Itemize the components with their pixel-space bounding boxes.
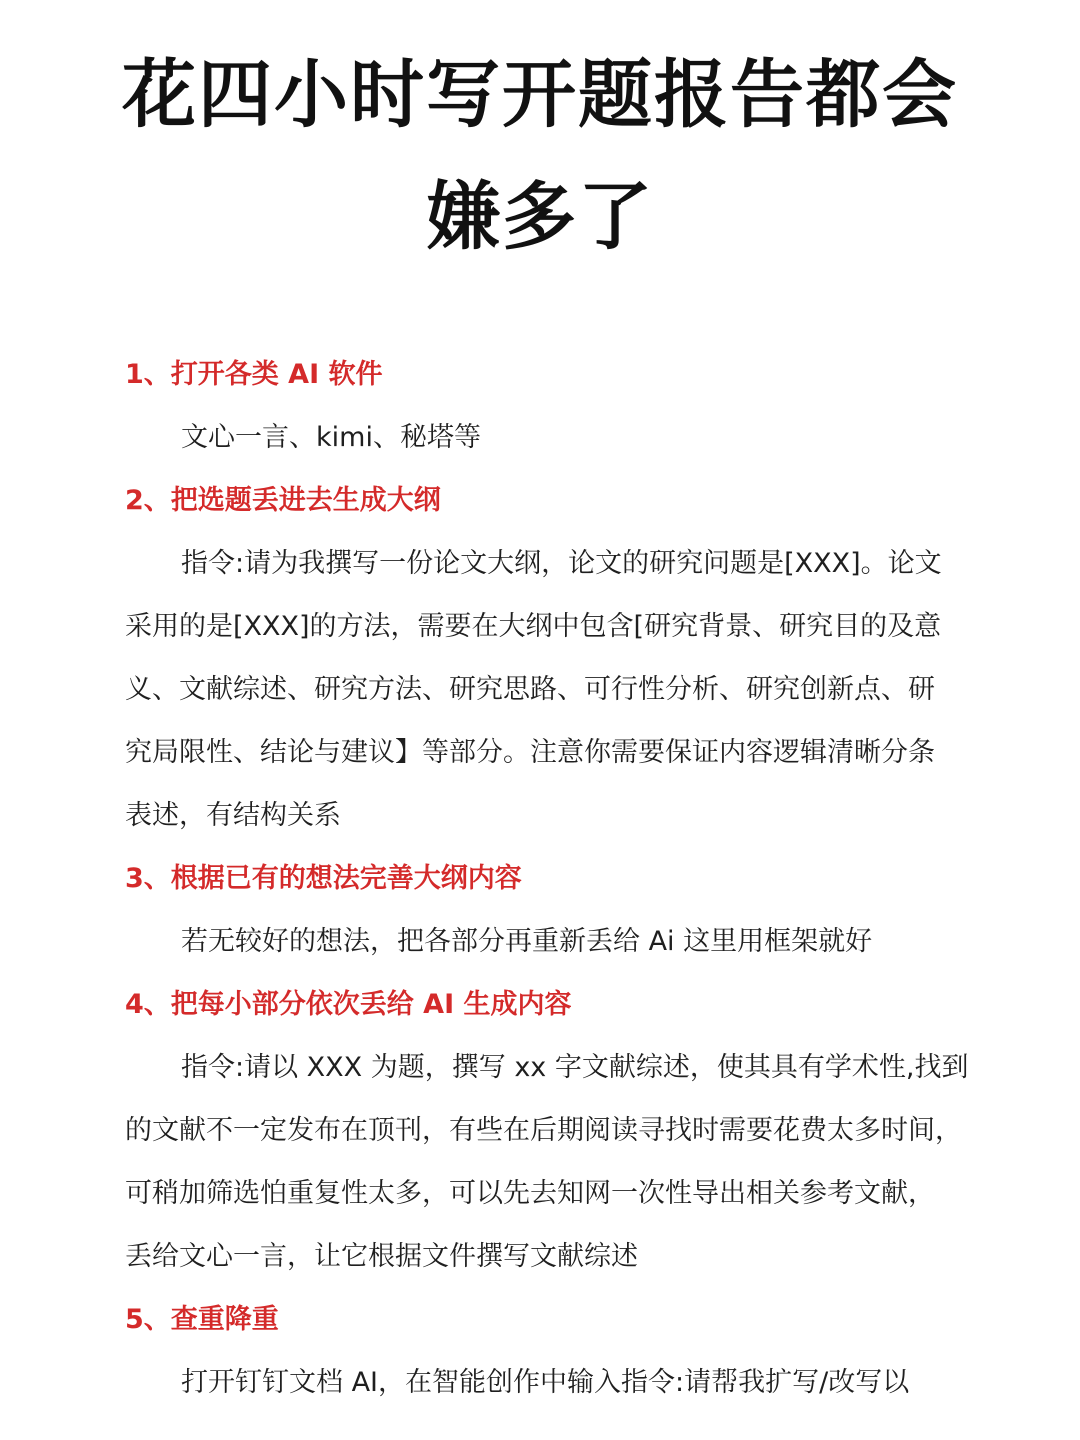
section-2-body — [125, 532, 970, 847]
section-2-line-4: 究局限性、结论与建议】等部分。注意你需要保证内容逻辑清晰分条 — [125, 737, 935, 768]
page-title-line-1: 花四小时写开题报告都会 — [122, 52, 958, 138]
article-body — [125, 343, 970, 1414]
section-4-line-1: 指令:请以 XXX 为题，撰写 xx 字文献综述，使其具有学术性,找到 — [181, 1052, 969, 1083]
section-4-line-3: 可稍加筛选怕重复性太多，可以先去知网一次性导出相关参考文献， — [125, 1178, 935, 1209]
section-1-body — [125, 406, 970, 469]
section-1-heading: 1、打开各类 AI 软件 — [125, 359, 383, 390]
section-5-heading: 5、查重降重 — [125, 1304, 279, 1335]
section-5-line-1: 打开钉钉文档 AI，在智能创作中输入指令:请帮我扩写/改写以 — [181, 1367, 910, 1398]
section-4-line-2: 的文献不一定发布在顶刊，有些在后期阅读寻找时需要花费太多时间， — [125, 1115, 962, 1146]
section-5-body — [125, 1351, 970, 1414]
section-2-line-5: 表述，有结构关系 — [125, 800, 341, 831]
section-2-line-3: 义、文献综述、研究方法、研究思路、可行性分析、研究创新点、研 — [125, 674, 935, 705]
section-2-heading: 2、把选题丢进去生成大纲 — [125, 485, 441, 516]
section-3-body — [125, 910, 970, 973]
page-title-line-2: 嫌多了 — [426, 174, 654, 260]
section-3-heading: 3、根据已有的想法完善大纲内容 — [125, 863, 522, 894]
section-4-heading: 4、把每小部分依次丢给 AI 生成内容 — [125, 989, 572, 1020]
section-1-line-1: 文心一言、kimi、秘塔等 — [181, 422, 481, 453]
section-3-line-1: 若无较好的想法，把各部分再重新丢给 Ai 这里用框架就好 — [181, 926, 873, 957]
section-4-line-4: 丢给文心一言，让它根据文件撰写文献综述 — [125, 1241, 638, 1272]
section-4-body — [125, 1036, 970, 1288]
section-2-line-2: 采用的是[XXX]的方法，需要在大纲中包含[研究背景、研究目的及意 — [125, 611, 942, 642]
section-2-line-1: 指令:请为我撰写一份论文大纲，论文的研究问题是[XXX]。论文 — [181, 548, 942, 579]
